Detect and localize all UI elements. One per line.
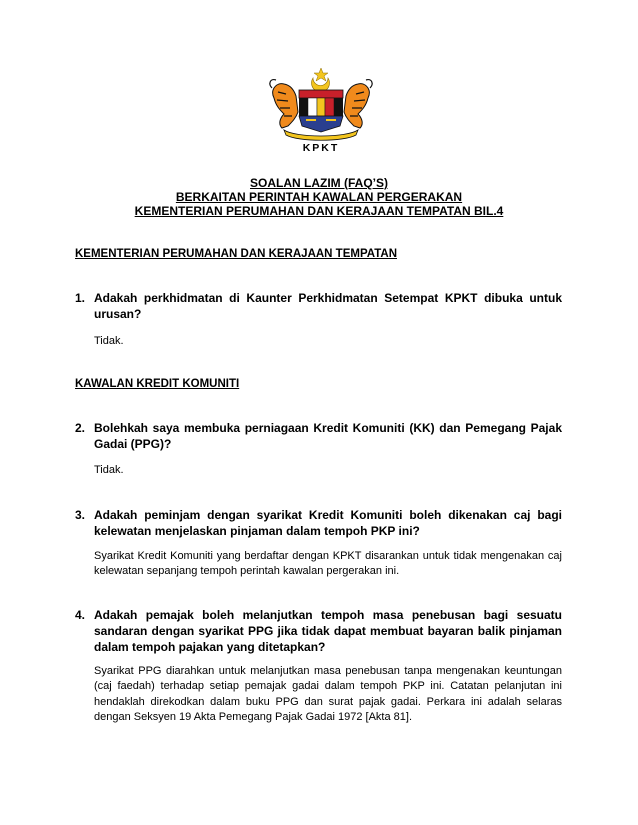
question-number: 3. <box>75 508 86 522</box>
question-text: Adakah peminjam dengan syarikat Kredit Komuniti boleh dikenakan caj bagi kelewatan menjelaskan pinjaman dalam tempoh PKP ini? <box>94 508 562 538</box>
answer-text: Tidak. <box>94 464 124 476</box>
section-heading-kredit-komuniti: KAWALAN KREDIT KOMUNITI <box>75 378 240 390</box>
question-text: Adakah perkhidmatan di Kaunter Perkhidmatan Setempat KPKT dibuka untuk urusan? <box>94 291 562 321</box>
answer-text: Syarikat PPG diarahkan untuk melanjutkan masa penebusan tanpa mengenakan keuntungan (caj faedah) terhadap setiap pemajak gadai dalam tempoh PKP ini. Catatan pelanjutan ini hendaklah direkodkan dalam buku PPG dan surat pajak gadai. Perkara ini adalah selaras dengan Seksyen 19 Akta Pemegang Pajak Gadai 1972 [Akta 81]. <box>94 665 562 724</box>
question-number: 1. <box>75 291 86 305</box>
question-number: 4. <box>75 608 86 622</box>
answer-text: Syarikat Kredit Komuniti yang berdaftar dengan KPKT disarankan untuk tidak mengenakan caj kelewatan sepanjang tempoh perintah kawalan pergerakan ini. <box>94 550 562 578</box>
star-icon <box>314 68 328 81</box>
coat-of-arms-logo <box>266 68 376 158</box>
title-line-3: KEMENTERIAN PERUMAHAN DAN KERAJAAN TEMPATAN BIL.4 <box>134 204 504 218</box>
section-heading-kpkt: KEMENTERIAN PERUMAHAN DAN KERAJAAN TEMPATAN <box>75 248 397 260</box>
crest-emblem-icon <box>266 68 376 142</box>
left-tiger-icon <box>273 84 298 128</box>
title-line-1: SOALAN LAZIM (FAQ’S) <box>250 176 388 190</box>
shield-top-bar <box>299 90 343 98</box>
question-text: Bolehkah saya membuka perniagaan Kredit Komuniti (KK) dan Pemegang Pajak Gadai (PPG)? <box>94 421 562 451</box>
crest-label: KPKT <box>302 142 340 154</box>
right-tiger-icon <box>344 84 369 128</box>
question-number: 2. <box>75 421 86 435</box>
document-title <box>60 176 578 218</box>
answer-text: Tidak. <box>94 335 124 347</box>
title-line-2: BERKAITAN PERINTAH KAWALAN PERGERAKAN <box>175 190 463 204</box>
question-text: Adakah pemajak boleh melanjutkan tempoh masa penebusan bagi sesuatu sandaran dengan syarikat PPG jika tidak dapat membuat bayaran balik pinjaman dalam tempoh pajakan yang ditetapkan? <box>94 608 562 654</box>
